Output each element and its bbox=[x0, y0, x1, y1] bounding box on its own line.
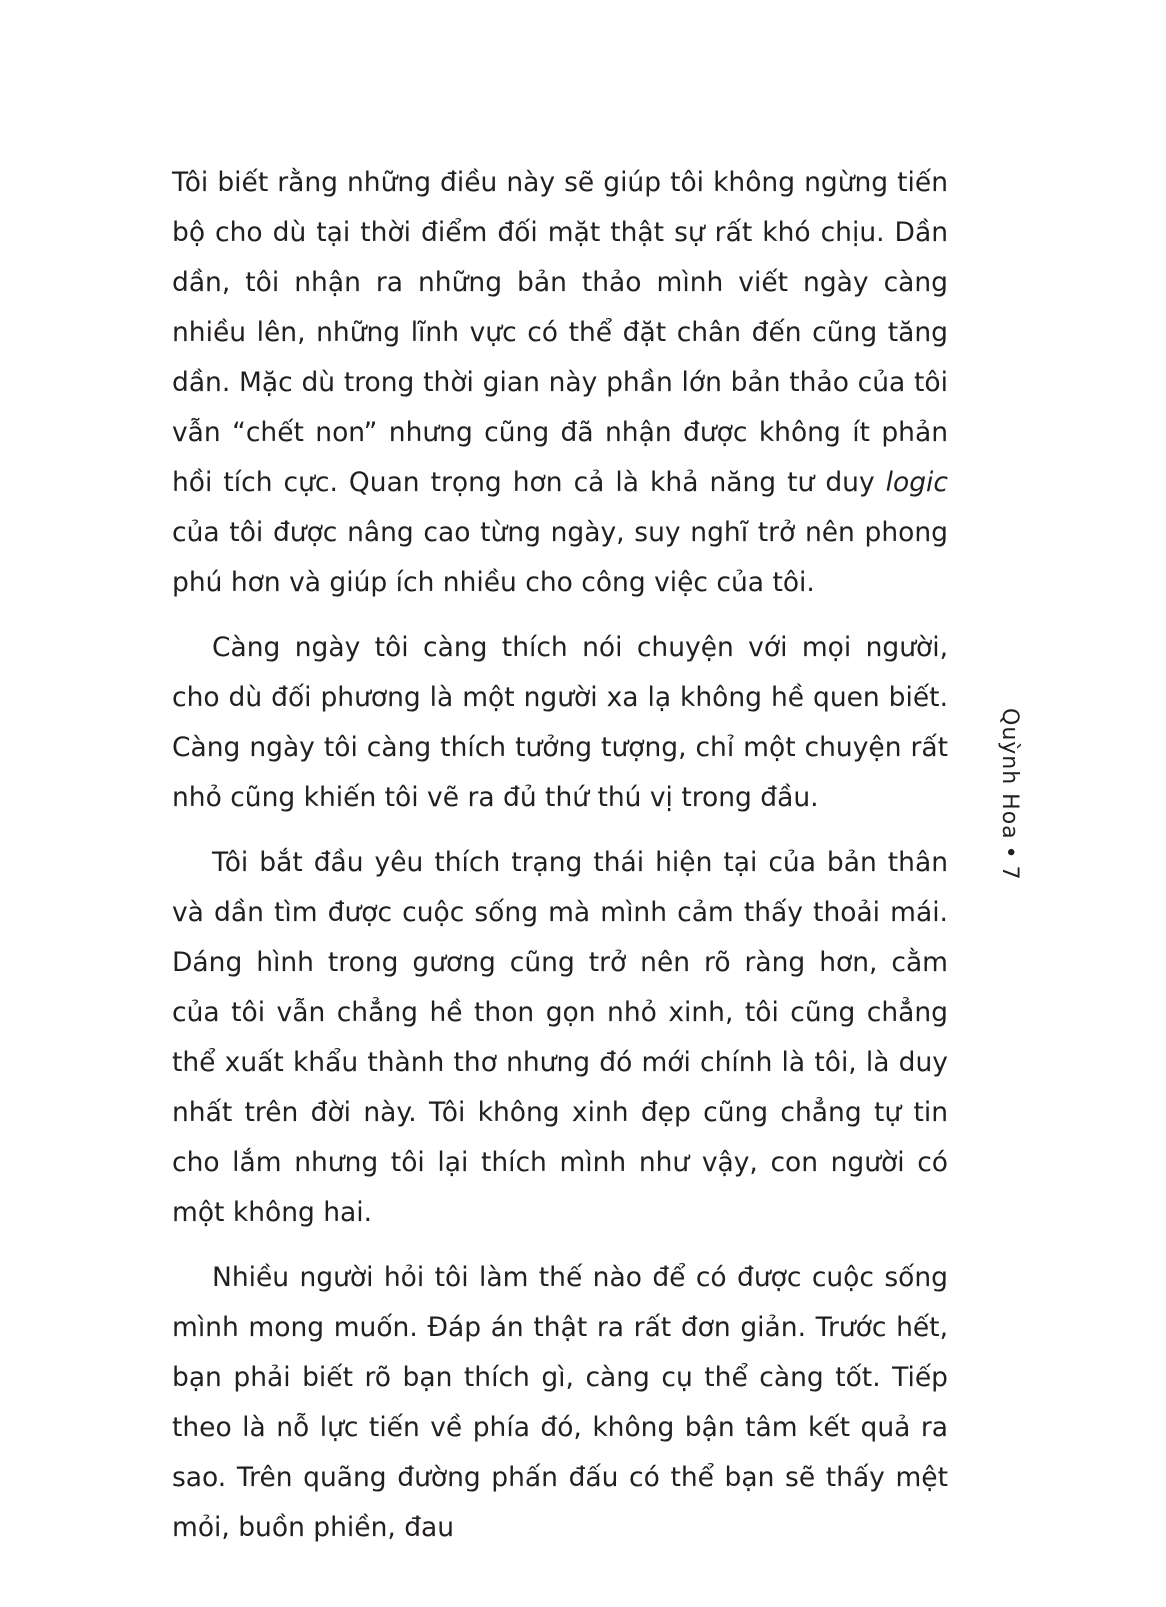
paragraph-1-text-start: Tôi biết rằng những điều này sẽ giúp tôi không ngừng tiến bộ cho dù tại thời điểm đối mặt thật sự rất khó chịu. Dần dần, tôi nhận ra những bản thảo mình viết ngày càng nhiều lên, những lĩnh vực có thể đặt chân đến cũng tăng dần. Mặc dù trong thời gian này phần lớn bản thảo của tôi vẫn “chết non” nhưng cũng đã nhận được không ít phản hồi tích cực. Quan trọng hơn cả là khả năng tư duy bbox=[172, 167, 948, 498]
paragraph-4: Nhiều người hỏi tôi làm thế nào để có được cuộc sống mình mong muốn. Đáp án thật ra rất đơn giản. Trước hết, bạn phải biết rõ bạn thích gì, càng cụ thể càng tốt. Tiếp theo là nỗ lực tiến về phía đó, không bận tâm kết quả ra sao. Trên quãng đường phấn đấu có thể bạn sẽ thấy mệt mỏi, buồn phiền, đau bbox=[172, 1262, 948, 1543]
paragraph-1 bbox=[172, 158, 948, 608]
running-head-author: Quỳnh Hoa bbox=[997, 708, 1022, 840]
paragraph-3: Tôi bắt đầu yêu thích trạng thái hiện tại của bản thân và dần tìm được cuộc sống mà mình cảm thấy thoải mái. Dáng hình trong gương cũng trở nên rõ ràng hơn, cằm của tôi vẫn chẳng hề thon gọn nhỏ xinh, tôi cũng chẳng thể xuất khẩu thành thơ nhưng đó mới chính là tôi, là duy nhất trên đời này. Tôi không xinh đẹp cũng chẳng tự tin cho lắm nhưng tôi lại thích mình như vậy, con người có một không hai. bbox=[172, 847, 948, 1228]
paragraph-1-text-end: của tôi được nâng cao từng ngày, suy nghĩ trở nên phong phú hơn và giúp ích nhiều cho công việc của tôi. bbox=[172, 517, 948, 598]
paragraph-2: Càng ngày tôi càng thích nói chuyện với mọi người, cho dù đối phương là một người xa lạ không hề quen biết. Càng ngày tôi càng thích tưởng tượng, chỉ một chuyện rất nhỏ cũng khiến tôi vẽ ra đủ thứ thú vị trong đầu. bbox=[172, 632, 948, 813]
running-head-separator: • bbox=[997, 845, 1022, 860]
running-head bbox=[997, 708, 1022, 881]
page-number: 7 bbox=[997, 865, 1022, 881]
italic-word-logic: logic bbox=[885, 467, 948, 498]
body-text bbox=[172, 158, 948, 1553]
